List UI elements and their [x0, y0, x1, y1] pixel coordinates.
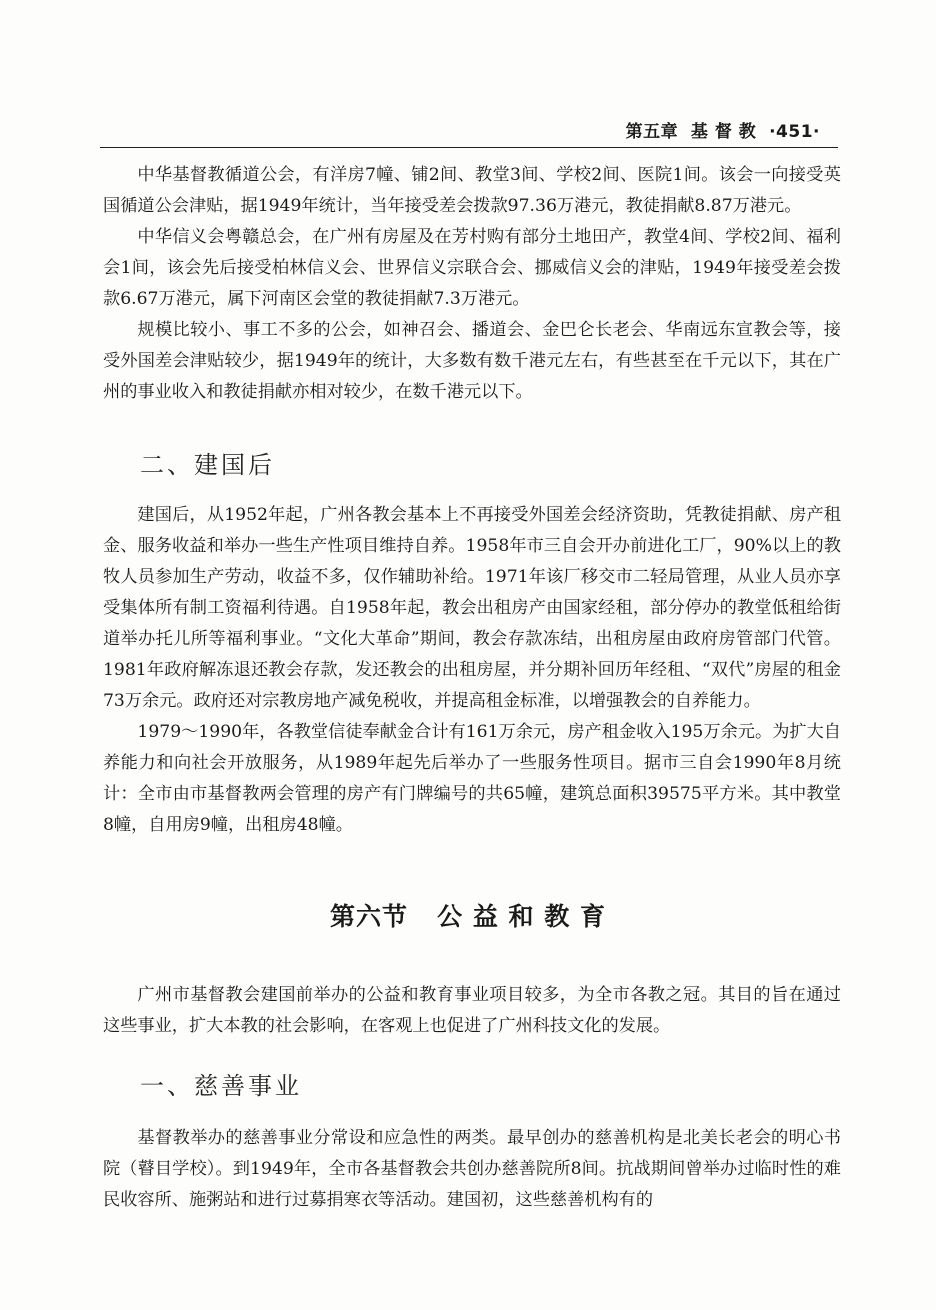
heading-after-founding: 二、建国后 [140, 451, 275, 479]
running-header [100, 117, 838, 148]
paragraph-charity: 基督教举办的慈善事业分常设和应急性的两类。最早创办的慈善机构是北美长老会的明心书院（瞽目学校）。到1949年，全市各基督教会共创办慈善院所8间。抗战期间曾举办过临时性的难民收容所、施粥站和进行过募捐寒衣等活动。建国初，这些慈善机构有的 [103, 1128, 841, 1210]
heading-charity: 一、慈善事业 [140, 1072, 302, 1100]
paragraph-lutheran: 中华信义会粤赣总会，在广州有房屋及在芳村购有部分土地田产，教堂4间、学校2间、福利会1间，该会先后接受柏林信义会、世界信义宗联合会、挪威信义会的津贴，1949年接受差会拨款6.67万港元，属下河南区会堂的教徒捐献7.3万港元。 [103, 227, 841, 309]
running-head-text: 第五章 基 督 教 ·451· [625, 122, 820, 142]
paragraph-self-support: 建国后，从1952年起，广州各教会基本上不再接受外国差会经济资助，凭教徒捐献、房产租金、服务收益和举办一些生产性项目维持自养。1958年市三自会开办前进化工厂，90%以上的教牧人员参加生产劳动，收益不多，仅作辅助补给。1971年该厂移交市二轻局管理，从业人员亦享受集体所有制工资福利待遇。自1958年起，教会出租房产由国家经租，部分停办的教堂低租给街道举办托儿所等福利事业。“文化大革命”期间，教会存款冻结，出租房屋由政府房管部门代管。1981年政府解冻退还教会存款，发还教会的出租房屋，并分期补回历年经租、“双代”房屋的租金73万余元。政府还对宗教房地产减免税收，并提高租金标准，以增强教会的自养能力。 [103, 505, 841, 711]
section-title-public-welfare: 第六节 公 益 和 教 育 [330, 902, 606, 931]
text-block-welfare-intro [103, 980, 841, 1042]
paragraph-methodist: 中华基督教循道公会，有洋房7幢、铺2间、教堂3间、学校2间、医院1间。该会一向接受英国循道公会津贴，据1949年统计，当年接受差会拨款97.36万港元，教徒捐献8.87万港元。 [103, 165, 841, 216]
paragraph-welfare-intro: 广州市基督教会建国前举办的公益和教育事业项目较多，为全市各教之冠。其目的旨在通过这些事业，扩大本教的社会影响，在客观上也促进了广州科技文化的发展。 [103, 985, 841, 1036]
text-block-foreign-subsidies [103, 160, 841, 408]
text-block-charity [103, 1123, 841, 1216]
paragraph-1979-1990: 1979～1990年，各教堂信徒奉献金合计有161万余元，房产租金收入195万余元。为扩大自养能力和向社会开放服务，从1989年起先后举办了一些服务性项目。据市三自会1990年8月统计：全市由市基督教两会管理的房产有门牌编号的共65幢，建筑总面积39575平方米。其中教堂8幢，自用房9幢，出租房48幢。 [103, 722, 841, 835]
text-block-after-founding [103, 500, 841, 841]
paragraph-small-missions: 规模比较小、事工不多的公会，如神召会、播道会、金巴仑长老会、华南远东宣教会等，接受外国差会津贴较少，据1949年的统计，大多数有数千港元左右，有些甚至在千元以下，其在广州的事业收入和教徒捐献亦相对较少，在数千港元以下。 [103, 320, 841, 402]
